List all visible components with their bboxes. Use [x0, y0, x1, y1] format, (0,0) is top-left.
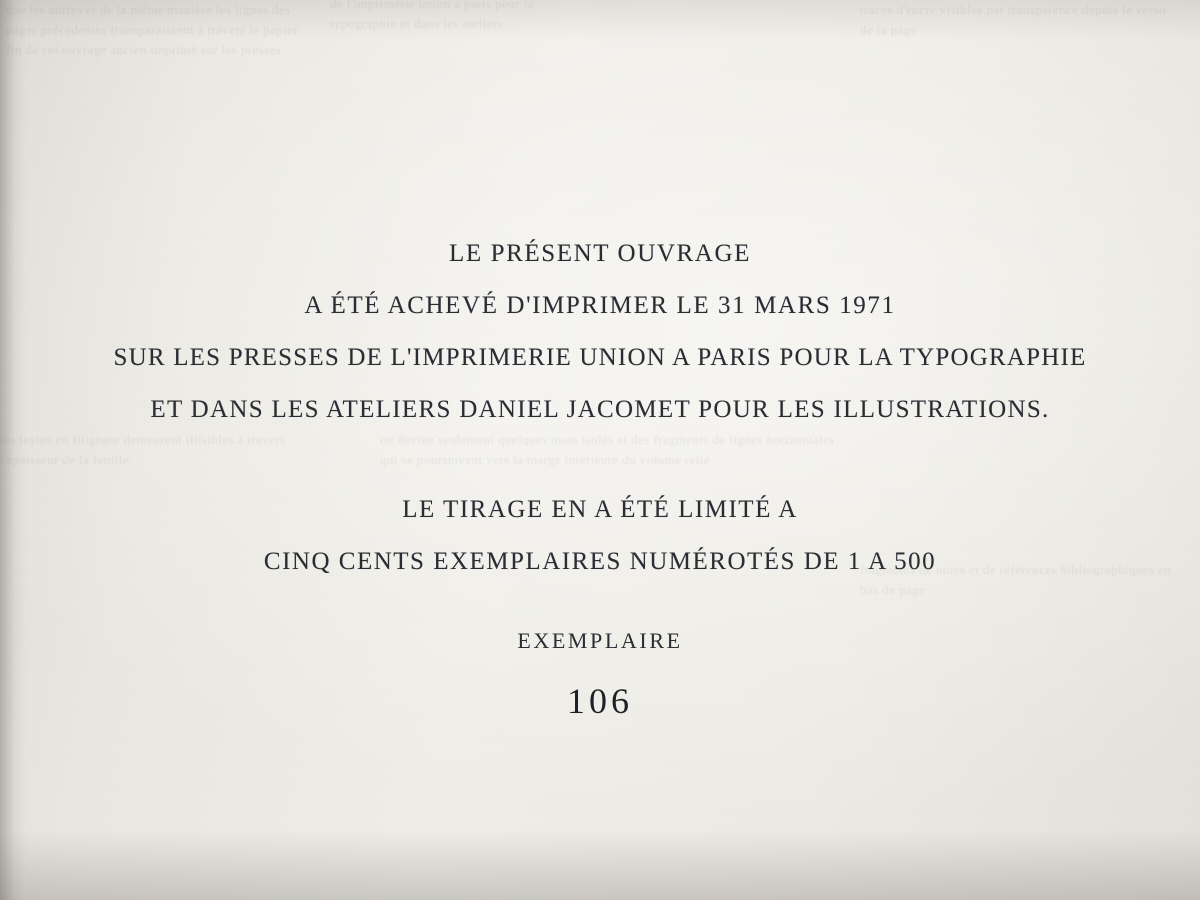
- imprint-line-1: LE PRÉSENT OUVRAGE: [449, 240, 751, 267]
- show-through-column: fragments de notes et de références bibliographiques en bas de page: [860, 562, 1175, 597]
- imprint-line-2: A ÉTÉ ACHEVÉ D'IMPRIMER LE 31 MARS 1971: [304, 292, 896, 319]
- show-through-column: que les autres et de la même manière les lignes des pages précédentes transparaissent à travers le papier fin de cet ouvrage ancien imprimé sur les presses: [6, 2, 302, 57]
- limitation-statement: [0, 484, 1200, 588]
- show-through-column: les textes en filigrane demeurent illisibles à travers l'épaisseur de la feuille: [0, 432, 290, 467]
- show-through-column: on devine seulement quelques mots isolés et des fragments de lignes horizontales qui se poursuivent vers la marge intérieure du volume relié: [380, 432, 839, 467]
- limitation-line-1: LE TIRAGE EN A ÉTÉ LIMITÉ A: [402, 496, 798, 523]
- page-bottom-shadow: [0, 830, 1200, 900]
- colophon-block: [0, 228, 1200, 722]
- copy-statement: [0, 628, 1200, 722]
- page-top-shadow: [0, 0, 1200, 40]
- limitation-line-2: CINQ CENTS EXEMPLAIRES NUMÉROTÉS DE 1 A 500: [263, 548, 937, 575]
- imprint-line-4: ET DANS LES ATELIERS DANIEL JACOMET POUR LES ILLUSTRATIONS.: [150, 396, 1050, 423]
- show-through-column: traces d'encre visibles par transparence depuis le verso de la page: [860, 2, 1170, 37]
- imprint-line-3: SUR LES PRESSES DE L'IMPRIMERIE UNION A PARIS POUR LA TYPOGRAPHIE: [113, 344, 1087, 371]
- show-through-column: de l'imprimerie union a paris pour la typographie et dans les ateliers: [330, 0, 538, 31]
- copy-label: EXEMPLAIRE: [517, 628, 683, 653]
- copy-number: 106: [567, 681, 633, 721]
- imprint-statement: [0, 228, 1200, 436]
